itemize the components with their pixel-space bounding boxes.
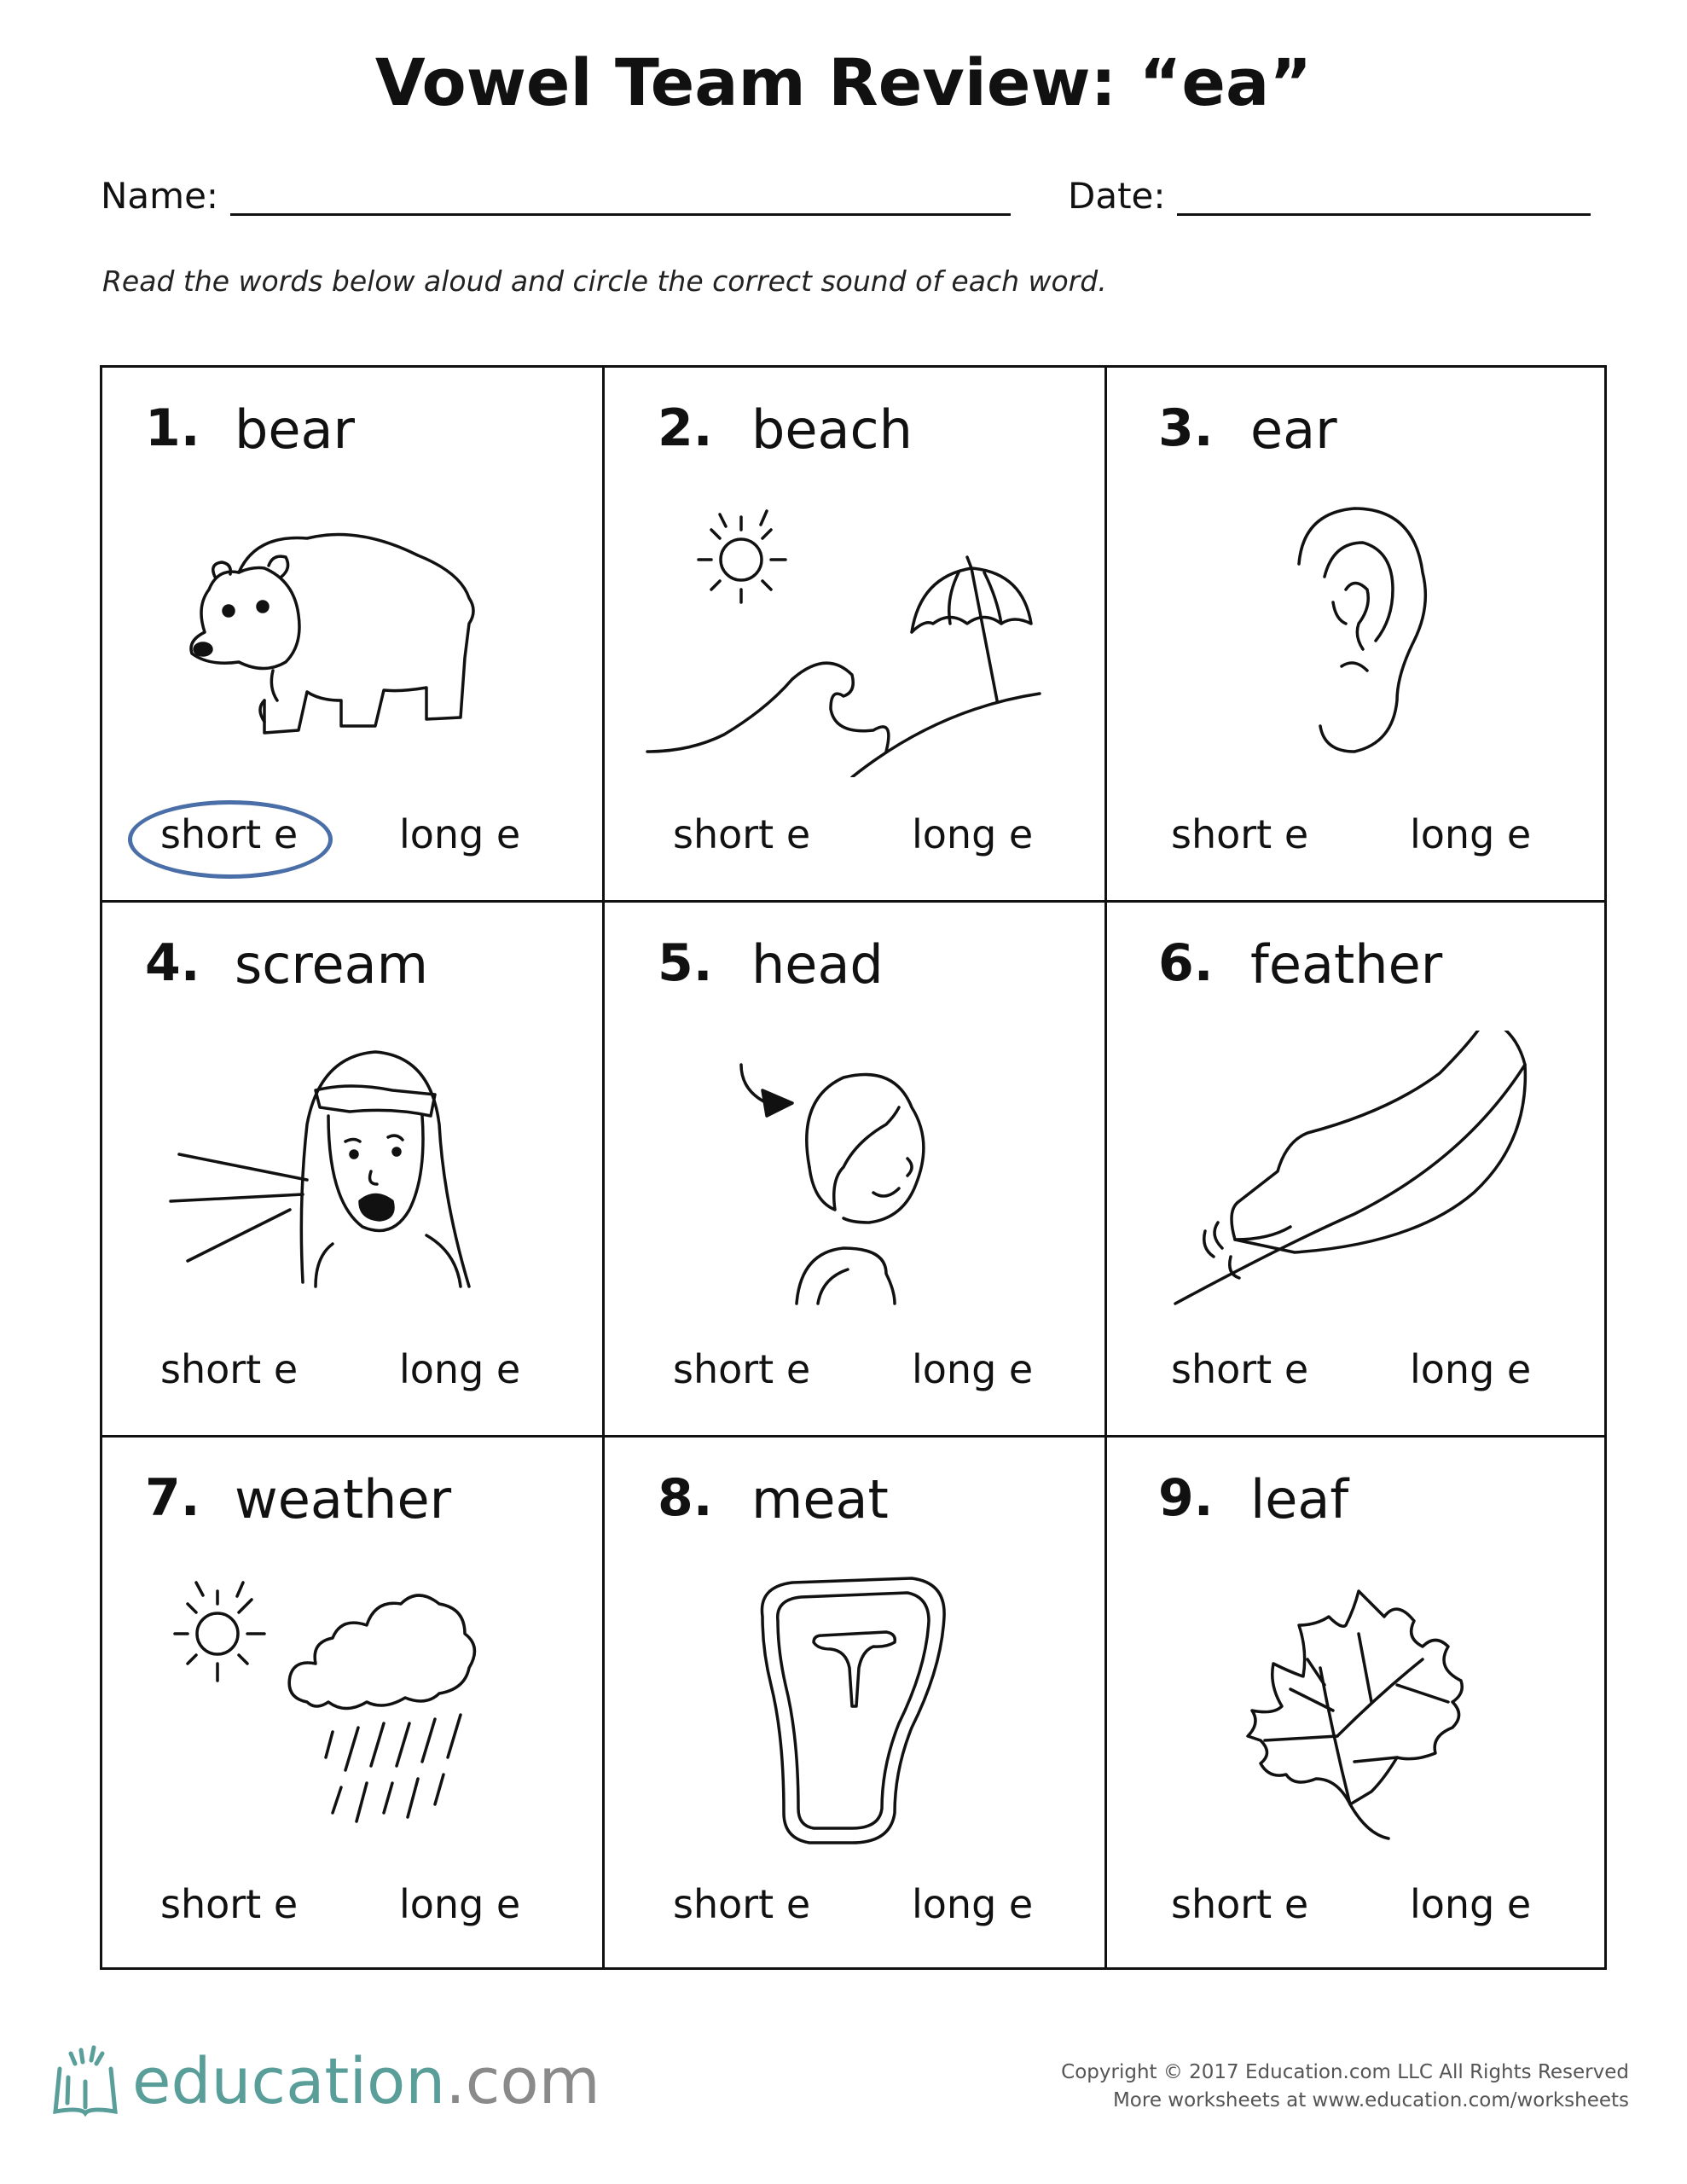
item-number: 6.	[1158, 933, 1214, 993]
logo-text: education.com	[132, 2045, 600, 2118]
weather-icon	[136, 1565, 571, 1847]
head-icon	[639, 1031, 1074, 1312]
option-short-e[interactable]: short e	[160, 811, 299, 857]
option-short-e[interactable]: short e	[1171, 1881, 1309, 1927]
option-short-e[interactable]: short e	[1171, 811, 1309, 857]
item-word: beach	[751, 398, 913, 461]
item-card-beach	[605, 368, 1107, 903]
option-long-e[interactable]: long e	[912, 811, 1034, 857]
leaf-icon	[1141, 1565, 1576, 1847]
item-number: 2.	[658, 398, 713, 458]
option-long-e[interactable]: long e	[399, 811, 521, 857]
option-long-e[interactable]: long e	[399, 1346, 521, 1392]
option-long-e[interactable]: long e	[912, 1881, 1034, 1927]
item-word: scream	[235, 933, 429, 996]
date-field[interactable]	[1177, 213, 1591, 216]
option-short-e[interactable]: short e	[160, 1881, 299, 1927]
item-card-ear	[1107, 368, 1604, 903]
item-card-leaf	[1107, 1438, 1604, 1967]
meat-icon	[639, 1565, 1074, 1847]
copyright-line: Copyright © 2017 Education.com LLC All Rights Reserved	[1061, 2061, 1629, 2083]
feather-icon	[1141, 1031, 1576, 1312]
item-word: bear	[235, 398, 355, 461]
copyright-notice	[1061, 2059, 1629, 2115]
item-word: ear	[1250, 398, 1337, 461]
item-number: 1.	[145, 398, 200, 458]
worksheets-link[interactable]: More worksheets at www.education.com/worksheets	[1112, 2089, 1629, 2111]
scream-icon	[136, 1031, 571, 1312]
item-word: leaf	[1250, 1468, 1349, 1531]
worksheet-title: Vowel Team Review: “ea”	[374, 44, 1313, 120]
item-word: weather	[235, 1468, 452, 1531]
option-long-e[interactable]: long e	[912, 1346, 1034, 1392]
name-field[interactable]	[230, 213, 1011, 216]
name-label: Name:	[101, 175, 219, 217]
item-number: 8.	[658, 1468, 713, 1528]
item-word: feather	[1250, 933, 1443, 996]
option-short-e[interactable]: short e	[673, 1881, 811, 1927]
word-grid	[100, 365, 1607, 1970]
item-number: 5.	[658, 933, 713, 993]
option-short-e[interactable]: short e	[1171, 1346, 1309, 1392]
item-word: meat	[751, 1468, 889, 1531]
book-icon	[47, 2043, 124, 2120]
item-number: 4.	[145, 933, 200, 993]
option-long-e[interactable]: long e	[1410, 1881, 1532, 1927]
item-card-feather	[1107, 903, 1604, 1438]
item-number: 7.	[145, 1468, 200, 1528]
date-label: Date:	[1068, 175, 1166, 217]
ear-icon	[1141, 496, 1576, 777]
item-word: head	[751, 933, 884, 996]
item-number: 3.	[1158, 398, 1214, 458]
option-short-e[interactable]: short e	[673, 1346, 811, 1392]
option-long-e[interactable]: long e	[399, 1881, 521, 1927]
item-card-head	[605, 903, 1107, 1438]
item-card-meat	[605, 1438, 1107, 1967]
item-card-weather	[102, 1438, 605, 1967]
item-number: 9.	[1158, 1468, 1214, 1528]
option-short-e[interactable]: short e	[673, 811, 811, 857]
option-short-e[interactable]: short e	[160, 1346, 299, 1392]
item-card-scream	[102, 903, 605, 1438]
instructions: Read the words below aloud and circle the correct sound of each word.	[102, 264, 1107, 298]
option-long-e[interactable]: long e	[1410, 1346, 1532, 1392]
beach-icon	[639, 496, 1074, 777]
item-card-bear	[102, 368, 605, 903]
option-long-e[interactable]: long e	[1410, 811, 1532, 857]
bear-icon	[136, 496, 571, 777]
education-logo[interactable]	[47, 2043, 600, 2120]
